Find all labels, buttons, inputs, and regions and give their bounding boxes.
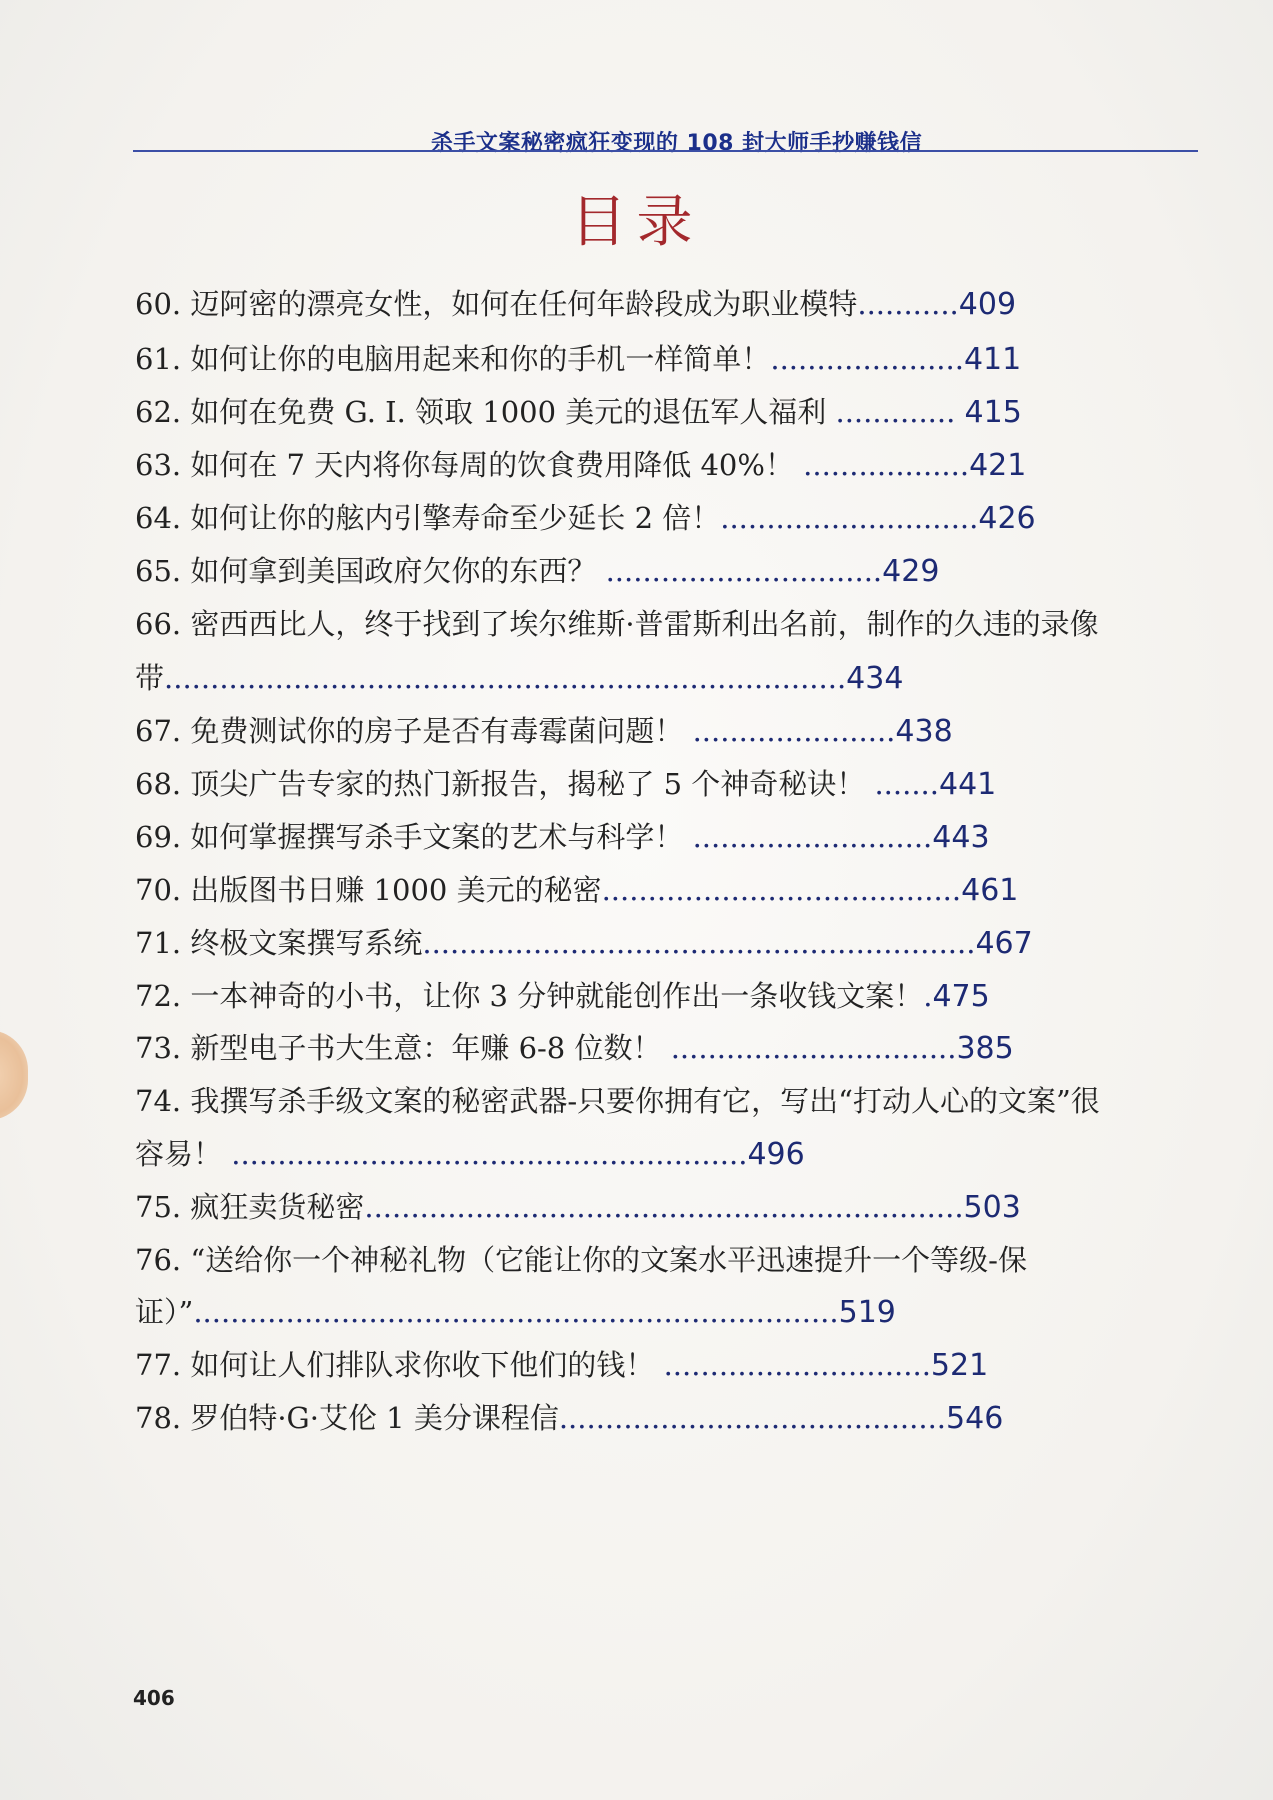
entry-page: 411 xyxy=(963,342,1022,377)
entry-number: 67. xyxy=(135,714,182,748)
entry-page: 467 xyxy=(975,926,1033,961)
entry-number: 78. xyxy=(135,1401,182,1435)
toc-entry-72 xyxy=(135,974,990,1015)
leader-dots: ...................... xyxy=(683,714,896,748)
entry-title-line-1: “送给你一个神秘礼物（它能让你的文案水平迅速提升一个等级-保 xyxy=(190,1243,1027,1277)
entry-number: 62. xyxy=(135,395,182,429)
entry-page: 409 xyxy=(958,287,1017,322)
entry-number: 72. xyxy=(135,979,182,1013)
leader-dots: .................. xyxy=(793,448,970,482)
entry-title: 如何拿到美国政府欠你的东西？ xyxy=(190,554,597,588)
leader-dots: .......................................... xyxy=(558,1401,947,1435)
entry-number: 69. xyxy=(135,820,182,854)
entry-number: 77. xyxy=(135,1348,182,1382)
entry-page: 521 xyxy=(930,1348,989,1383)
entry-number: 68. xyxy=(135,767,182,801)
leader-dots: ............................... xyxy=(661,1031,957,1065)
toc-entry-66 xyxy=(135,602,1099,643)
entry-number: 74. xyxy=(135,1084,182,1118)
leader-dots: ....................................... xyxy=(601,873,962,907)
entry-title: 如何让你的电脑用起来和你的手机一样简单！ xyxy=(190,342,771,376)
toc-entry-68 xyxy=(135,762,996,803)
entry-number: 73. xyxy=(135,1031,182,1065)
leader-dots: ............................ xyxy=(720,501,979,535)
entry-page: 429 xyxy=(882,554,940,589)
running-head: 杀手文案秘密疯狂变现的 108 封大师手抄赚钱信 xyxy=(430,131,923,156)
toc-entry-75 xyxy=(135,1185,1021,1226)
entry-number: 70. xyxy=(135,873,182,907)
leader-dots: ............................. xyxy=(654,1348,931,1382)
thumb-edge xyxy=(0,1030,28,1120)
toc-entry-71 xyxy=(135,921,1033,962)
entry-number: 75. xyxy=(135,1190,182,1224)
leader-dots: ............................................................ xyxy=(422,926,976,960)
entry-title-line-1: 我撰写杀手级文案的秘密武器-只要你拥有它，写出“打动人心的文案”很 xyxy=(190,1084,1100,1118)
entry-title: 如何在 7 天内将你每周的饮食费用降低 40%！ xyxy=(190,448,794,482)
toc-entry-61 xyxy=(135,337,1021,378)
entry-number: 60. xyxy=(135,287,182,321)
entry-title: 如何在免费 G. I. 领取 1000 美元的退伍军人福利 xyxy=(190,395,827,429)
entry-title-line-2: 证）” xyxy=(135,1295,194,1329)
entry-title: 如何让人们排队求你收下他们的钱！ xyxy=(190,1348,655,1382)
entry-page: 415 xyxy=(964,395,1022,430)
leader-dots: ....... xyxy=(865,767,939,801)
entry-title: 出版图书日赚 1000 美元的秘密 xyxy=(190,873,602,907)
toc-entry-74-continued xyxy=(135,1132,805,1173)
entry-title: 如何掌握撰写杀手文案的艺术与科学！ xyxy=(190,820,684,854)
leader-dots: ..................... xyxy=(770,342,964,376)
leader-dots: .......................................................................... xyxy=(164,661,847,695)
toc-entry-76-continued xyxy=(135,1290,896,1331)
leader-dots: ........................................................ xyxy=(222,1137,748,1171)
entry-title: 疯狂卖货秘密 xyxy=(190,1190,365,1224)
entry-title: 如何让你的舷内引擎寿命至少延长 2 倍！ xyxy=(190,501,721,535)
toc-entry-77 xyxy=(135,1343,988,1384)
entry-title-line-2: 容易！ xyxy=(135,1137,223,1171)
entry-title-line-1: 密西西比人，终于找到了埃尔维斯·普雷斯利出名前，制作的久违的录像 xyxy=(190,607,1099,641)
entry-title: 罗伯特·G·艾伦 1 美分课程信 xyxy=(190,1401,559,1435)
entry-number: 66. xyxy=(135,607,182,641)
toc-entry-76 xyxy=(135,1238,1027,1279)
toc-entry-74 xyxy=(135,1079,1100,1120)
leader-dots: .............................. xyxy=(596,554,883,588)
entry-page: 443 xyxy=(932,820,990,855)
toc-entry-70 xyxy=(135,868,1018,909)
leader-dots: ................................................................. xyxy=(364,1190,964,1224)
entry-title: 一本神奇的小书，让你 3 分钟就能创作出一条收钱文案！ xyxy=(190,979,924,1013)
toc-entry-62 xyxy=(135,390,1022,431)
entry-page: 496 xyxy=(747,1137,805,1172)
entry-number: 61. xyxy=(135,342,182,376)
toc-entry-73 xyxy=(135,1026,1014,1067)
leader-dots: ...................................................................... xyxy=(193,1295,839,1329)
entry-page: 438 xyxy=(895,714,953,749)
toc-entry-60 xyxy=(135,282,1016,323)
entry-number: 64. xyxy=(135,501,182,535)
entry-page: 475 xyxy=(932,979,990,1014)
toc-entry-78 xyxy=(135,1396,1003,1437)
toc-entry-63 xyxy=(135,443,1026,484)
page-number: 406 xyxy=(133,1686,175,1710)
entry-page: 426 xyxy=(978,501,1036,536)
leader-dots: ........... xyxy=(857,287,959,321)
entry-page: 461 xyxy=(961,873,1019,908)
entry-number: 71. xyxy=(135,926,182,960)
toc-entry-69 xyxy=(135,815,990,856)
toc-entry-65 xyxy=(135,549,939,590)
entry-number: 65. xyxy=(135,554,182,588)
entry-page: 441 xyxy=(938,767,997,802)
leader-dots: ............. xyxy=(826,395,965,429)
toc-title: 目录 xyxy=(570,190,703,255)
entry-page: 434 xyxy=(846,661,904,696)
entry-page: 421 xyxy=(969,448,1027,483)
entry-page: 546 xyxy=(946,1401,1004,1436)
entry-page: 519 xyxy=(838,1295,896,1330)
leader-dots: .......................... xyxy=(683,820,933,854)
toc-entry-66-continued xyxy=(135,656,903,697)
leader-dots: . xyxy=(923,979,933,1013)
entry-title: 终极文案撰写系统 xyxy=(190,926,423,960)
entry-title: 顶尖广告专家的热门新报告，揭秘了 5 个神奇秘诀！ xyxy=(190,767,866,801)
entry-title: 新型电子书大生意：年赚 6-8 位数！ xyxy=(190,1031,662,1065)
entry-title-line-2: 带 xyxy=(135,661,165,695)
entry-title: 免费测试你的房子是否有毒霉菌问题！ xyxy=(190,714,684,748)
header-rule xyxy=(133,150,1198,152)
entry-number: 76. xyxy=(135,1243,182,1277)
entry-page: 385 xyxy=(956,1031,1014,1066)
toc-entry-64 xyxy=(135,496,1036,537)
entry-page: 503 xyxy=(963,1190,1021,1225)
toc-entry-67 xyxy=(135,709,953,750)
entry-number: 63. xyxy=(135,448,182,482)
entry-title: 迈阿密的漂亮女性，如何在任何年龄段成为职业模特 xyxy=(190,287,858,321)
